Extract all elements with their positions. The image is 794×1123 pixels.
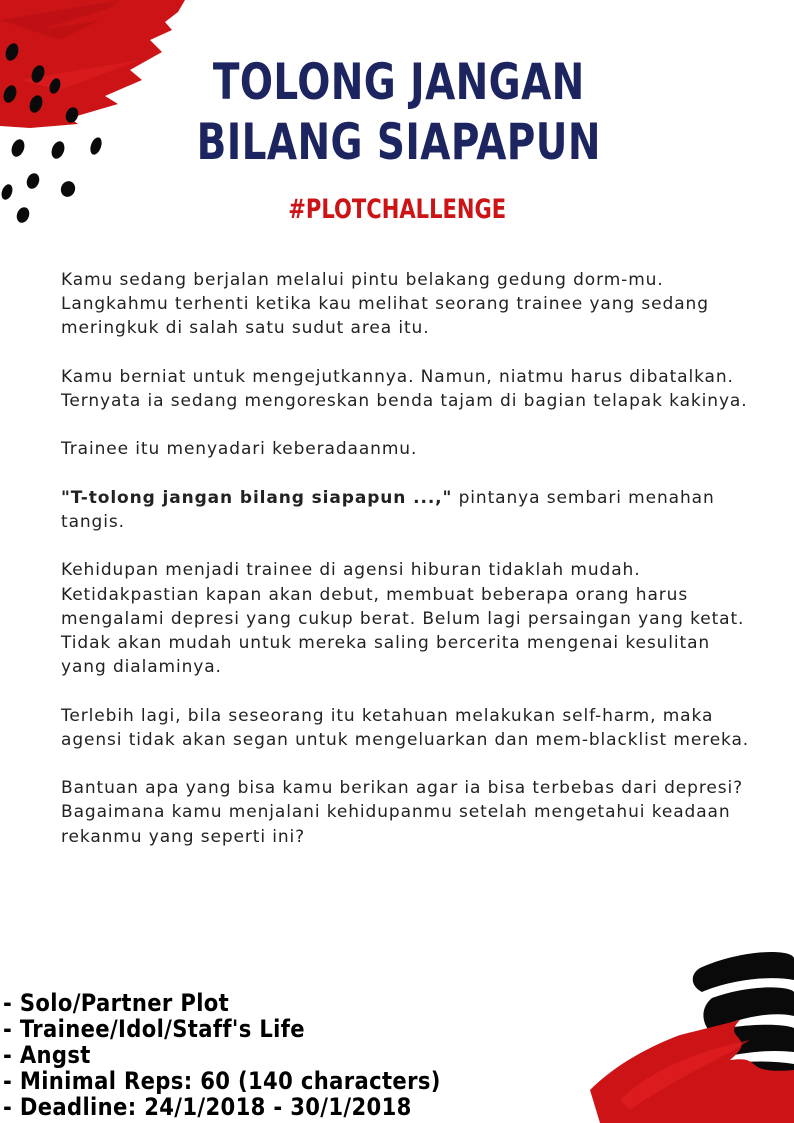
hashtag: #PLOTCHALLENGE: [288, 194, 507, 225]
detail-plot-type: - Solo/Partner Plot: [3, 989, 230, 1017]
paragraph-4: [61, 486, 751, 534]
story-body: [61, 268, 751, 849]
brush-stroke-icon: [590, 940, 794, 1123]
plot-details-list: [3, 990, 441, 1120]
paragraph-6: Terlebih lagi, bila seseorang itu ketahuan melakukan self-harm, maka agensi tidak akan segan untuk mengeluarkan dan mem-blacklist mereka.: [61, 705, 750, 750]
question-1: Bantuan apa yang bisa kamu berikan agar ia bisa terbebas dari depresi?: [61, 778, 743, 799]
quote: "T-tolong jangan bilang siapapun ...,": [61, 487, 453, 508]
paragraph-7: [61, 776, 751, 849]
title-line-2: BILANG SIAPAPUN: [196, 113, 601, 171]
paragraph-3: Trainee itu menyadari keberadaanmu.: [61, 439, 418, 460]
detail-genre-life: - Trainee/Idol/Staff's Life: [3, 1015, 305, 1043]
paragraph-5: Kehidupan menjadi trainee di agensi hiburan tidaklah mudah. Ketidakpastian kapan akan debut, membuat beberapa orang harus mengalami depresi yang cukup berat. Belum lagi persaingan yang ketat. Tidak akan mudah untuk mereka saling bercerita mengenai kesulitan yang dialaminya.: [61, 560, 745, 678]
quote-continuation: pintanya sembari menahan tangis.: [61, 487, 715, 532]
paragraph-1: Kamu sedang berjalan melalui pintu belakang gedung dorm-mu. Langkahmu terhenti ketika kau melihat seorang trainee yang sedang meringkuk di salah satu sudut area itu.: [61, 270, 709, 339]
detail-minimal-reps: - Minimal Reps: 60 (140 characters): [3, 1067, 441, 1095]
page-title: [89, 52, 708, 172]
question-2: Bagaimana kamu menjalani kehidupanmu setelah mengetahui keadaan rekanmu yang seperti ini?: [61, 802, 731, 847]
title-line-1: TOLONG JANGAN: [212, 53, 585, 111]
detail-genre-angst: - Angst: [3, 1041, 91, 1069]
detail-deadline: - Deadline: 24/1/2018 - 30/1/2018: [3, 1093, 412, 1121]
paragraph-2: Kamu berniat untuk mengejutkannya. Namun, niatmu harus dibatalkan. Ternyata ia sedang mengoreskan benda tajam di bagian telapak kakinya.: [61, 366, 748, 411]
